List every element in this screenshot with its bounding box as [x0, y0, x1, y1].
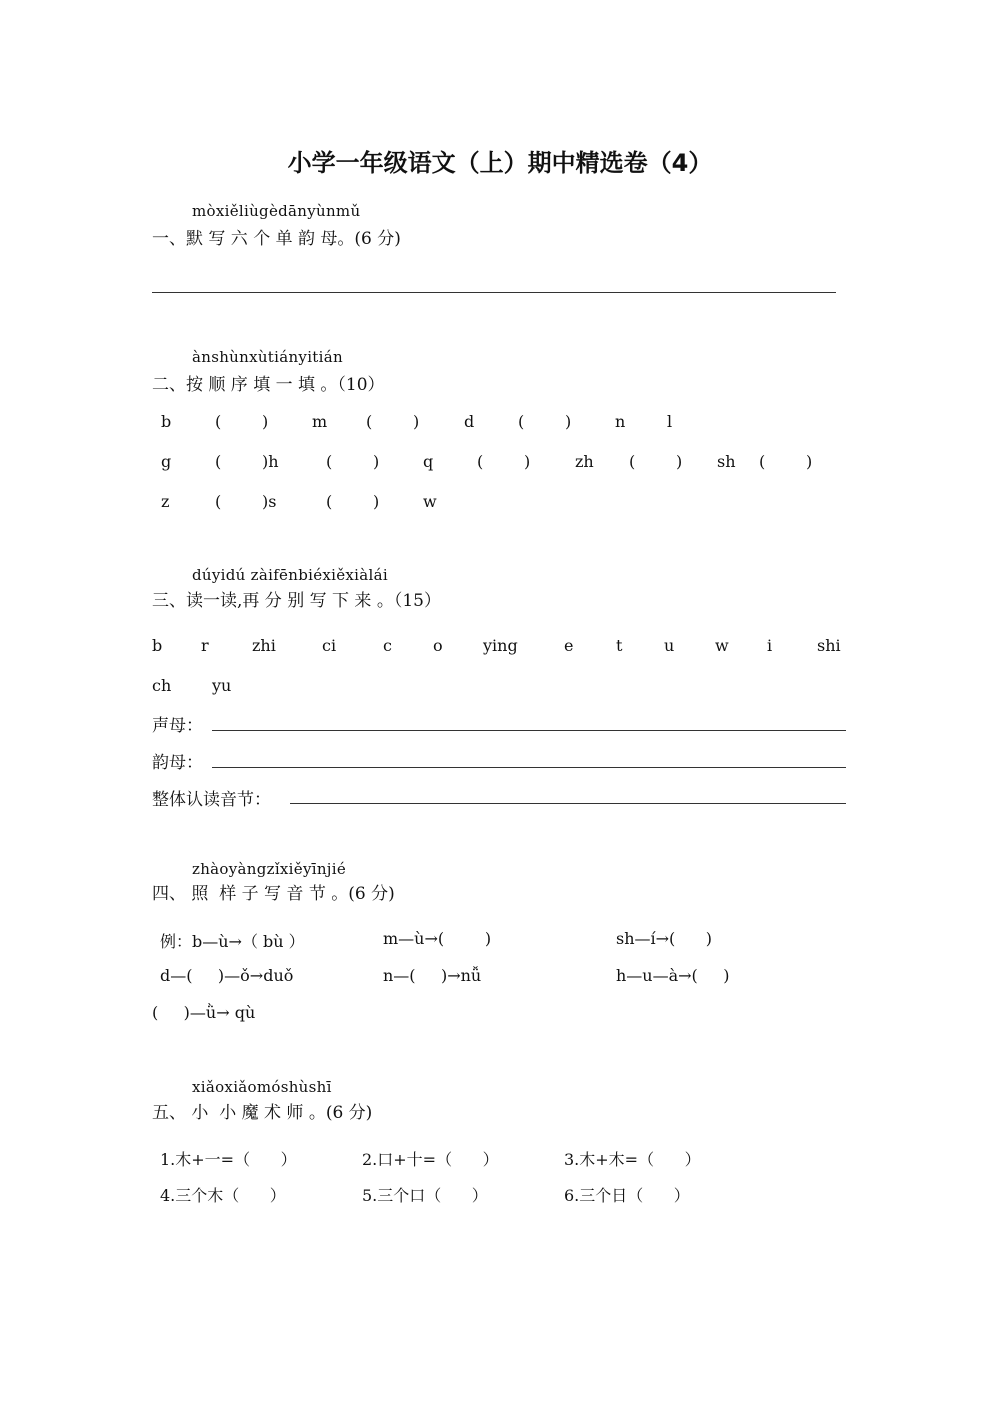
exercise-item: ( )—ǜ→ qù	[152, 1003, 256, 1022]
section1-answer-line[interactable]	[152, 292, 836, 293]
letter-item: z	[161, 492, 170, 511]
paren-open: (	[326, 492, 333, 511]
paren-open: (	[215, 492, 222, 511]
riddle-item: 5.三个口（ ）	[362, 1186, 488, 1205]
paren-open: (	[215, 452, 222, 471]
paren-close: )	[806, 452, 813, 471]
letter-item: zhi	[252, 636, 276, 655]
letter-item: sh	[717, 452, 736, 471]
letter-item: t	[616, 636, 623, 655]
shengmu-answer-line[interactable]	[212, 730, 846, 731]
paren-close: )	[524, 452, 531, 471]
letter-item: o	[433, 636, 443, 655]
letter-item: u	[664, 636, 675, 655]
paren-open: (	[518, 412, 525, 431]
letter-item: b	[161, 412, 172, 431]
example-item: 例：b—ù→（ bù ）	[160, 932, 305, 951]
paren-open: (	[366, 412, 373, 431]
paren-open: (	[759, 452, 766, 471]
yunmu-label: 韵母：	[152, 753, 203, 773]
exercise-item: h—u—à→( )	[616, 966, 730, 985]
yunmu-answer-line[interactable]	[212, 767, 846, 768]
riddle-item: 1.木+一=（ ）	[160, 1150, 297, 1169]
riddle-item: 6.三个日（ ）	[564, 1186, 690, 1205]
letter-item: zh	[575, 452, 594, 471]
letter-item: ying	[483, 636, 518, 655]
riddle-item: 2.口+十=（ ）	[362, 1150, 499, 1169]
letter-item: b	[152, 636, 163, 655]
exercise-item: sh—í→( )	[616, 929, 713, 948]
section1-heading: 一、默 写 六 个 单 韵 母。(6 分)	[152, 229, 401, 249]
page-title: 小学一年级语文（上）期中精选卷（4）	[287, 149, 713, 177]
paren-open: (	[477, 452, 484, 471]
letter-item: r	[201, 636, 209, 655]
section3-pinyin: dúyidú zàifēnbiéxiěxiàlái	[192, 566, 388, 584]
letter-item: i	[767, 636, 773, 655]
paren-close: )	[262, 412, 269, 431]
zhengti-answer-line[interactable]	[290, 803, 846, 804]
section5-heading: 五、 小 小 魔 术 师 。(6 分)	[152, 1103, 373, 1123]
paren-open: (	[215, 412, 222, 431]
exercise-item: m—ù→( )	[383, 929, 492, 948]
section1-pinyin: mòxiěliùgèdānyùnmǔ	[192, 202, 361, 220]
paren-close: )	[373, 452, 380, 471]
paren-close-letter: )h	[262, 452, 279, 471]
paren-open: (	[629, 452, 636, 471]
shengmu-label: 声母：	[152, 716, 203, 736]
section2-heading: 二、按 顺 序 填 一 填 。（10）	[152, 375, 385, 395]
riddle-item: 4.三个木（ ）	[160, 1186, 286, 1205]
paren-close: )	[373, 492, 380, 511]
exercise-item: d—( )—ǒ→duǒ	[160, 966, 294, 985]
section3-heading: 三、读一读,再 分 别 写 下 来 。（15）	[152, 591, 441, 611]
letter-item: n	[615, 412, 626, 431]
section5-pinyin: xiǎoxiǎomóshùshī	[192, 1078, 332, 1096]
letter-item: c	[383, 636, 392, 655]
letter-item: m	[312, 412, 328, 431]
letter-item: d	[464, 412, 475, 431]
paren-close: )	[565, 412, 572, 431]
paren-close: )	[676, 452, 683, 471]
zhengti-label: 整体认读音节：	[152, 790, 271, 810]
letter-item: q	[423, 452, 434, 471]
paren-open: (	[326, 452, 333, 471]
letter-item: g	[161, 452, 172, 471]
section2-pinyin: ànshùnxùtiányitián	[192, 348, 343, 366]
paren-close-letter: )s	[262, 492, 277, 511]
letter-item: ci	[322, 636, 337, 655]
exercise-item: n—( )→nǚ	[383, 966, 482, 985]
letter-item: shi	[817, 636, 841, 655]
paren-close: )	[413, 412, 420, 431]
letter-item: ch	[152, 676, 172, 695]
section4-heading: 四、 照 样 子 写 音 节 。(6 分)	[152, 884, 395, 904]
letter-item: yu	[212, 676, 232, 695]
riddle-item: 3.木+木=（ ）	[564, 1150, 701, 1169]
letter-item: e	[564, 636, 574, 655]
letter-item: w	[423, 492, 437, 511]
letter-item: w	[715, 636, 729, 655]
letter-item: l	[667, 412, 673, 431]
section4-pinyin: zhàoyàngzǐxiěyīnjié	[192, 860, 347, 878]
